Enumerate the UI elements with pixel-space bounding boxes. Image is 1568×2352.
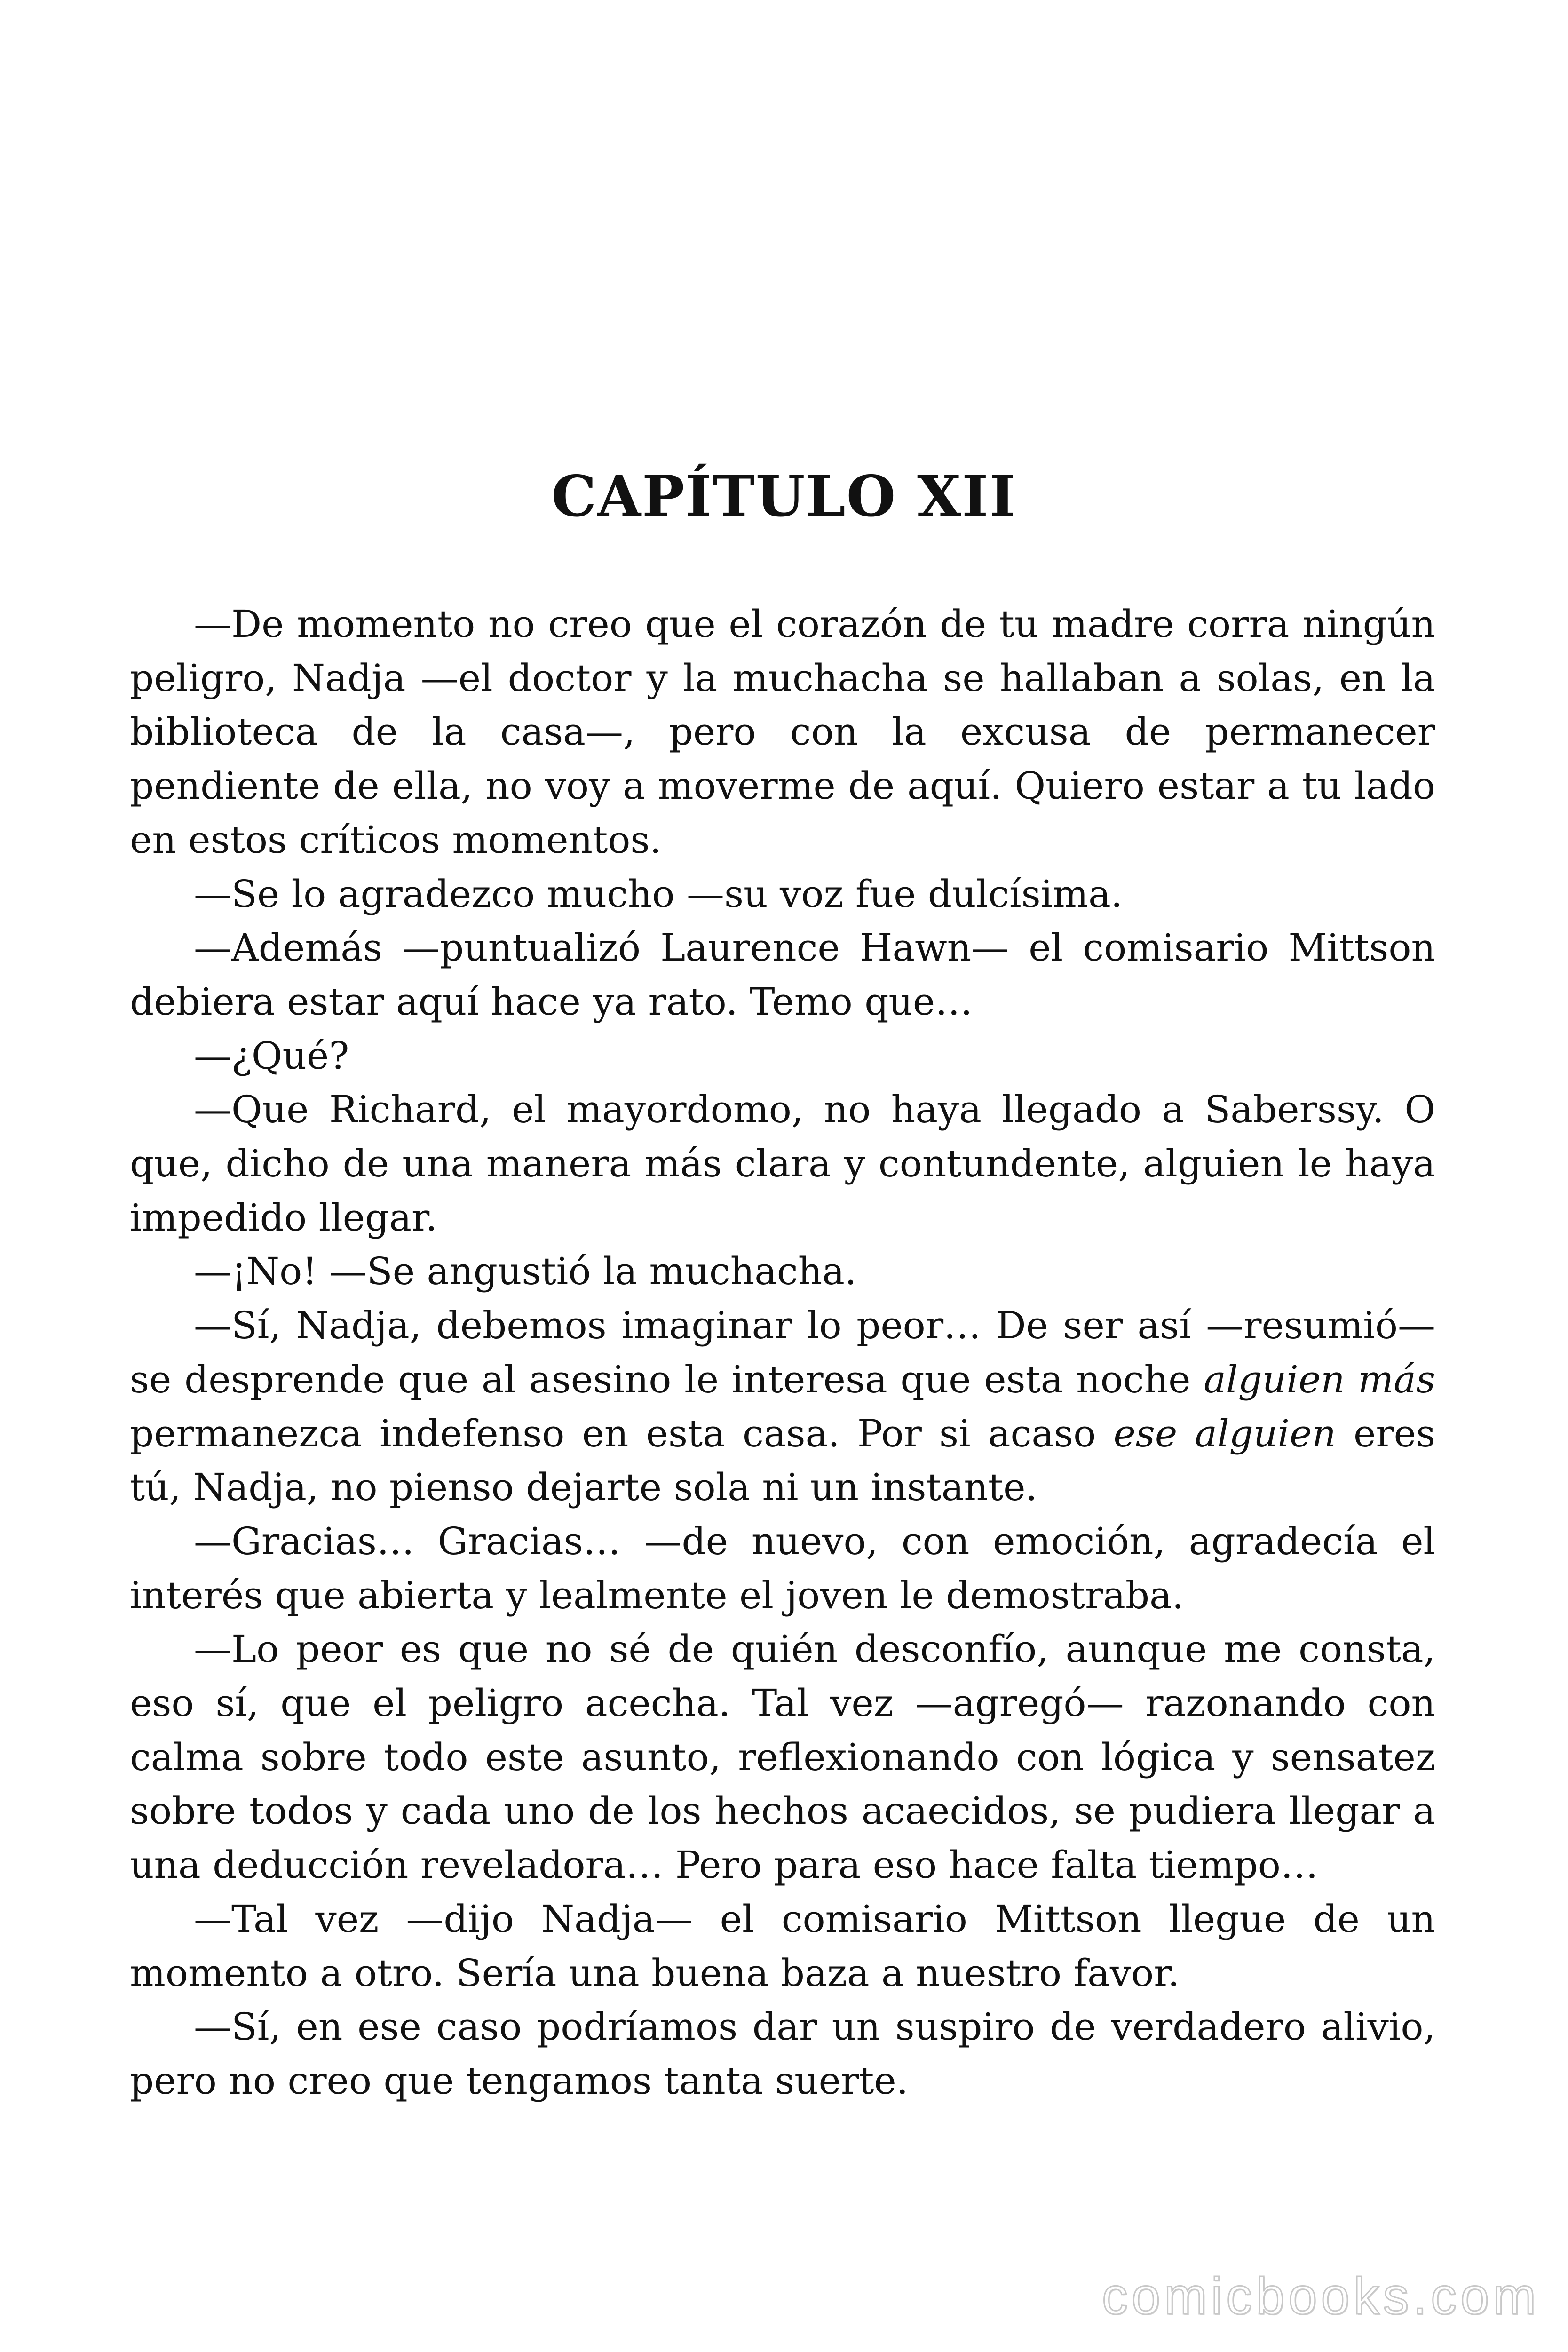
text-segment: —Se lo agradezco mucho —su voz fue dulcísima. — [194, 872, 1123, 916]
text-segment: —De momento no creo que el corazón de tu madre corra ningún peligro, Nadja —el doctor y la muchacha se hallaban a solas, en la biblioteca de la casa—, pero con la excusa de permanecer pendiente de ella, no voy a moverme de aquí. Quiero estar a tu lado en estos críticos momentos. — [130, 602, 1435, 862]
paragraph — [130, 867, 1435, 922]
text-segment: —¿Qué? — [194, 1033, 349, 1078]
text-segment: —Tal vez —dijo Nadja— el comisario Mittson llegue de un momento a otro. Sería una buena baza a nuestro favor. — [130, 1897, 1435, 1995]
text-segment: permanezca indefenso en esta casa. Por si acaso — [130, 1411, 1114, 1455]
text-segment: eres tú, Nadja, no pienso dejarte sola ni un instante. — [130, 1411, 1436, 1510]
paragraph — [130, 1299, 1435, 1515]
paragraph — [130, 921, 1435, 1029]
text-segment: —Sí, Nadja, debemos imaginar lo peor… De ser así —resumió— se desprende que al asesino le interesa que esta noche — [130, 1303, 1435, 1401]
paragraph — [130, 1515, 1435, 1622]
paragraph — [130, 1622, 1435, 1892]
chapter-title: CAPÍTULO XII — [551, 463, 1017, 530]
text-segment: —¡No! —Se angustió la muchacha. — [194, 1249, 857, 1294]
chapter-body — [130, 597, 1435, 2108]
paragraph — [130, 1892, 1435, 2000]
paragraph — [130, 1029, 1435, 1083]
paragraph — [130, 1245, 1435, 1299]
watermark-logo: comicbooks.com — [1101, 2267, 1540, 2325]
italic-text: alguien más — [1204, 1357, 1435, 1401]
paragraph — [130, 2000, 1435, 2108]
text-segment: —Que Richard, el mayordomo, no haya llegado a Saberssy. O que, dicho de una manera más clara y contundente, alguien le haya impedido llegar. — [130, 1088, 1435, 1240]
italic-text: ese alguien — [1113, 1411, 1336, 1455]
paragraph — [130, 597, 1435, 867]
paragraph — [130, 1083, 1435, 1245]
text-segment: —Sí, en ese caso podríamos dar un suspiro de verdadero alivio, pero no creo que tengamos tanta suerte. — [130, 2005, 1435, 2103]
text-segment: —Lo peor es que no sé de quién desconfío, aunque me consta, eso sí, que el peligro acecha. Tal vez —agregó— razonando con calma sobre todo este asunto, reflexionando con lógica y sensatez sobre todos y cada uno de los hechos acaecidos, se pudiera llegar a una deducción reveladora… Pero para eso hace falta tiempo… — [130, 1627, 1435, 1887]
text-segment: —Además —puntualizó Laurence Hawn— el comisario Mittson debiera estar aquí hace ya rato. Temo que… — [130, 926, 1435, 1024]
text-segment: —Gracias… Gracias… —de nuevo, con emoción, agradecía el interés que abierta y lealmente el joven le demostraba. — [130, 1519, 1435, 1617]
